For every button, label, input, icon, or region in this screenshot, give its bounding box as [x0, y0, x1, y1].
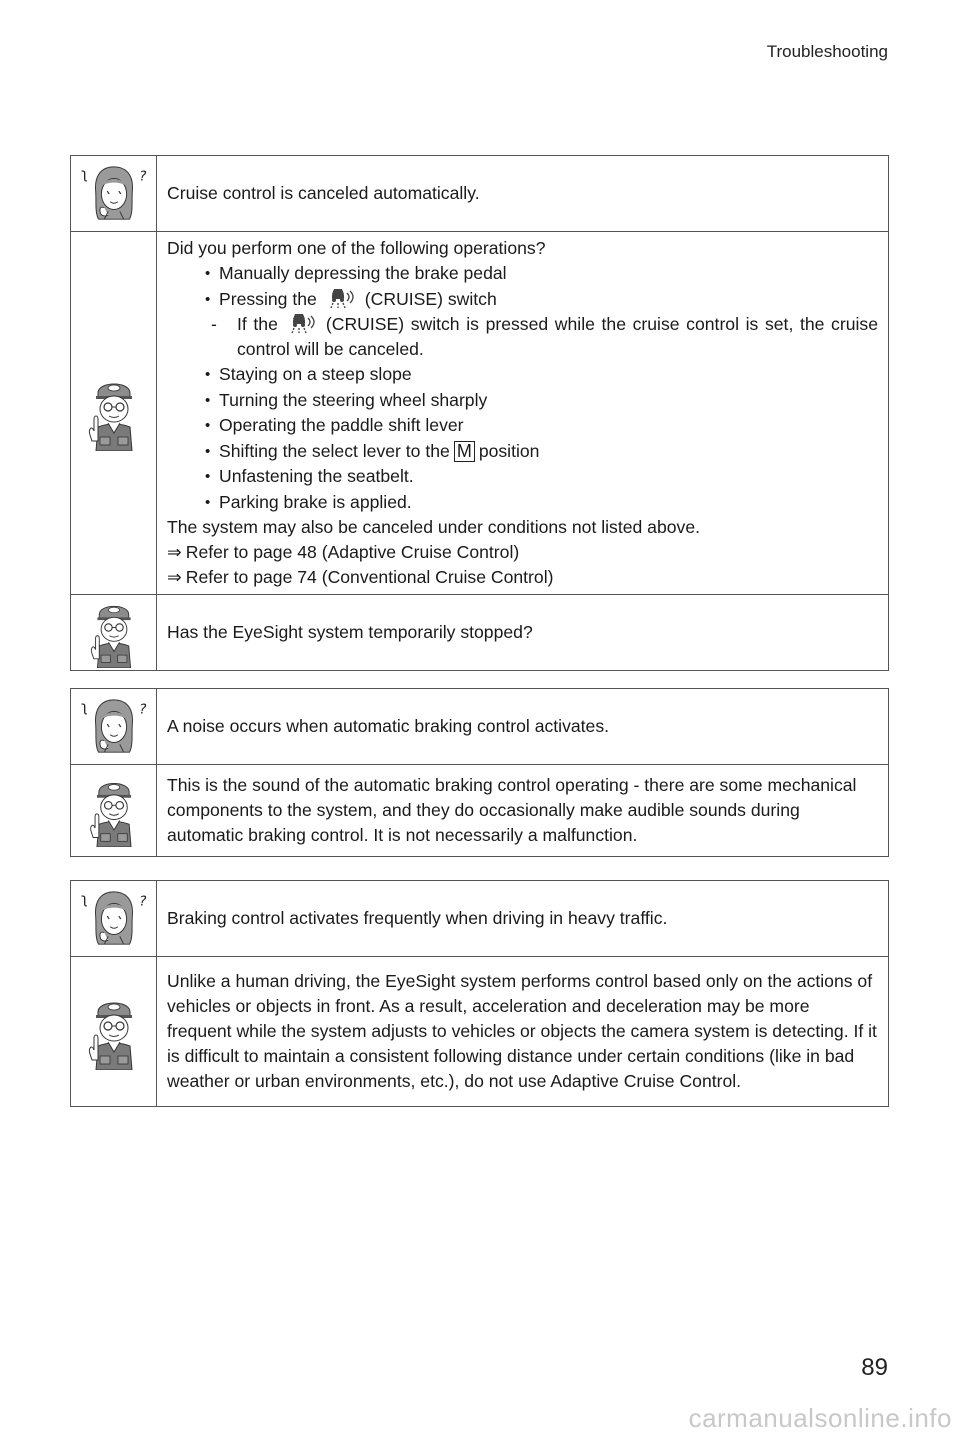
answer-note: The system may also be canceled under conditions not listed above.: [167, 517, 701, 537]
list-item: • Staying on a steep slope: [167, 362, 878, 388]
confused-woman-icon: [75, 696, 153, 758]
arrow-icon: ⇒: [167, 542, 182, 562]
question-text: A noise occurs when automatic braking control activates.: [157, 689, 889, 765]
list-item: • Manually depressing the brake pedal: [167, 261, 878, 287]
mechanic-icon: [84, 994, 144, 1070]
confused-woman-icon: [75, 888, 153, 950]
mechanic-icon: [84, 775, 144, 847]
mechanic-icon: [84, 375, 144, 451]
list-item: • Operating the paddle shift lever: [167, 413, 878, 439]
qa-table-heavy-traffic: [70, 880, 889, 1107]
m-position-symbol: M: [454, 441, 475, 462]
confused-woman-icon: [75, 163, 153, 225]
list-item: • Shifting the select lever to the M position: [167, 439, 878, 465]
mechanic-icon: [84, 598, 144, 668]
answer-cruise-canceled: [157, 232, 889, 595]
qa-table-cruise-canceled: [70, 155, 889, 671]
list-item: • Pressing the (CRUISE) switch: [167, 287, 878, 313]
answer-text: Unlike a human driving, the EyeSight system performs control based only on the actions of vehicles or objects in front. As a result, acceleration and deceleration may be more frequent while the system adjusts to vehicles or objects the camera system is detecting. If it is difficult to maintain a consistent following distance under certain conditions (like in bad weather or urban environments, etc.), do not use Adaptive Cruise Control.: [157, 957, 889, 1107]
answer-intro: Did you perform one of the following operations?: [167, 238, 546, 258]
operations-list: [167, 261, 878, 312]
list-item: • Parking brake is applied.: [167, 490, 878, 516]
answer-text: Has the EyeSight system temporarily stopped?: [157, 595, 889, 671]
page-reference: ⇒ Refer to page 74 (Conventional Cruise Control): [167, 567, 554, 587]
arrow-icon: ⇒: [167, 567, 182, 587]
page-number: 89: [861, 1354, 888, 1381]
operations-list-continued: [167, 362, 878, 515]
page-header-title: Troubleshooting: [766, 42, 888, 61]
list-item: • Unfastening the seatbelt.: [167, 464, 878, 490]
answer-text: This is the sound of the automatic braking control operating - there are some mechanical components to the system, and they do occasionally make audible sounds during automatic braking control. It is not necessarily a malfunction.: [157, 765, 889, 857]
page-reference: ⇒ Refer to page 48 (Adaptive Cruise Control): [167, 542, 520, 562]
cruise-switch-icon: [329, 287, 355, 309]
question-text: Cruise control is canceled automatically.: [157, 156, 889, 232]
qa-table-noise: [70, 688, 889, 857]
list-item: • Turning the steering wheel sharply: [167, 388, 878, 414]
watermark: carmanualsonline.info: [688, 1403, 952, 1433]
question-text: Braking control activates frequently when driving in heavy traffic.: [157, 881, 889, 957]
cruise-switch-icon: [290, 312, 316, 334]
sub-list-item: - If the (CRUISE) switch is pressed while the cruise control is set, the cruise control will be canceled.: [211, 314, 878, 359]
